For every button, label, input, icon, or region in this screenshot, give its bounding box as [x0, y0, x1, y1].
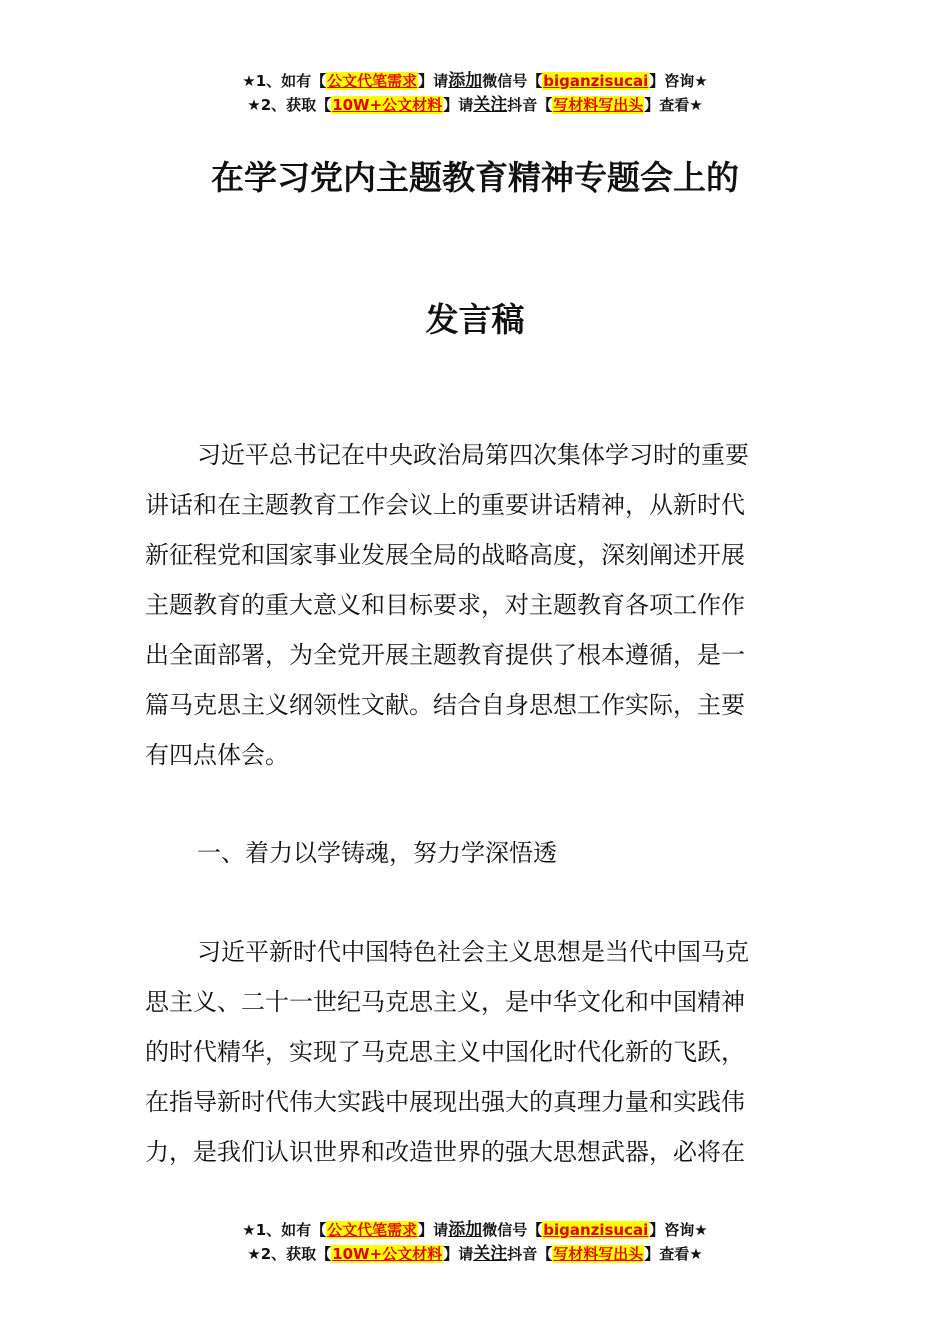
footer-banner	[0, 1218, 950, 1266]
banner-line-1	[0, 69, 950, 93]
banner-text: 抖音【	[507, 1245, 553, 1263]
banner-highlight: 写材料写出头	[553, 1245, 644, 1263]
banner-underline: 关注	[473, 1244, 508, 1264]
banner-highlight: biganzisucai	[543, 1221, 649, 1239]
banner-text: 】查看★	[644, 1245, 703, 1263]
banner-text: 】请	[443, 1245, 474, 1263]
banner-highlight: biganzisucai	[543, 72, 649, 90]
text-line: 习近平总书记在中央政治局第四次集体学习时的重要	[197, 441, 749, 469]
banner-highlight: 写材料写出头	[553, 96, 644, 114]
banner-text: 】咨询★	[649, 1221, 708, 1239]
banner-line-1	[0, 1218, 950, 1242]
banner-text: 】请	[443, 96, 474, 114]
banner-line-2	[0, 1242, 950, 1266]
title-line-1: 在学习党内主题教育精神专题会上的	[211, 158, 739, 197]
banner-highlight: 10W+公文材料	[332, 96, 443, 114]
banner-underline: 添加	[448, 1220, 483, 1240]
banner-highlight: 公文代笔需求	[327, 72, 418, 90]
text-line: 习近平新时代中国特色社会主义思想是当代中国马克	[197, 938, 749, 966]
banner-text: 微信号【	[482, 1221, 543, 1239]
text-line: 讲话和在主题教育工作会议上的重要讲话精神，从新时代	[145, 491, 745, 519]
banner-highlight: 公文代笔需求	[327, 1221, 418, 1239]
banner-underline: 添加	[448, 71, 483, 91]
heading-text: 一、着力以学铸魂，努力学深悟透	[197, 839, 557, 867]
text-line: 在指导新时代伟大实践中展现出强大的真理力量和实践伟	[145, 1088, 745, 1116]
text-line: 的时代精华，实现了马克思主义中国化时代化新的飞跃，	[145, 1038, 745, 1066]
banner-text: ★2、获取【	[247, 1245, 332, 1263]
banner-underline: 关注	[473, 95, 508, 115]
text-line: 思主义、二十一世纪马克思主义，是中华文化和中国精神	[145, 988, 745, 1016]
banner-text: ★1、如有【	[242, 72, 327, 90]
paragraph-1	[145, 430, 815, 780]
banner-text: 抖音【	[507, 96, 553, 114]
title-line-2: 发言稿	[425, 300, 525, 339]
text-line: 新征程党和国家事业发展全局的战略高度，深刻阐述开展	[145, 541, 745, 569]
banner-text: 微信号【	[482, 72, 543, 90]
banner-highlight: 10W+公文材料	[332, 1245, 443, 1263]
text-line: 出全面部署，为全党开展主题教育提供了根本遵循，是一	[145, 641, 745, 669]
text-line: 主题教育的重大意义和目标要求，对主题教育各项工作作	[145, 591, 745, 619]
paragraph-2	[145, 927, 815, 1177]
banner-text: 】请	[418, 1221, 449, 1239]
banner-text: 】查看★	[644, 96, 703, 114]
banner-text: ★1、如有【	[242, 1221, 327, 1239]
text-line: 有四点体会。	[145, 741, 289, 769]
banner-text: ★2、获取【	[247, 96, 332, 114]
banner-text: 】请	[418, 72, 449, 90]
banner-text: 】咨询★	[649, 72, 708, 90]
banner-line-2	[0, 93, 950, 117]
header-banner	[0, 69, 950, 117]
text-line: 力，是我们认识世界和改造世界的强大思想武器，必将在	[145, 1138, 745, 1166]
section-heading	[145, 828, 815, 878]
text-line: 篇马克思主义纲领性文献。结合自身思想工作实际，主要	[145, 691, 745, 719]
